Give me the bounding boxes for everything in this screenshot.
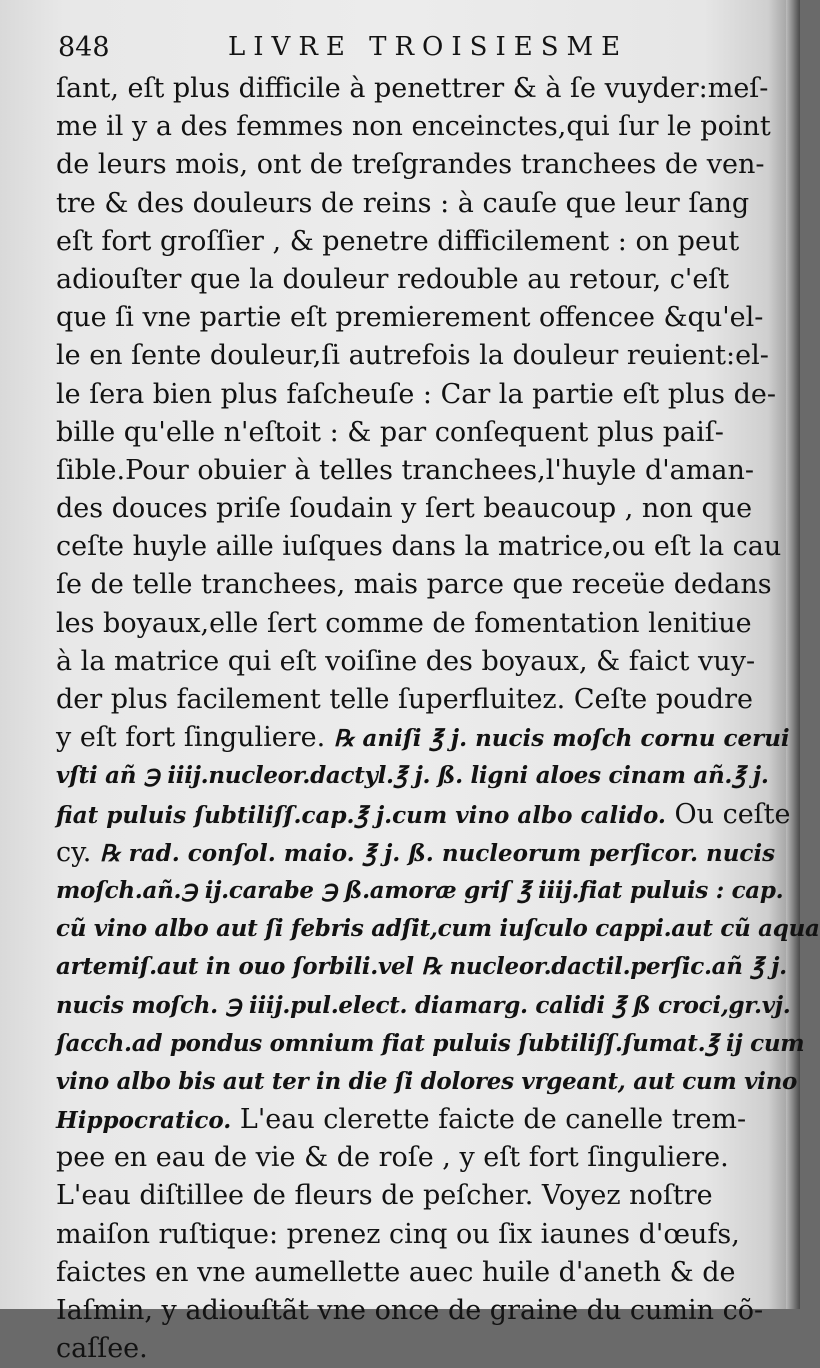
text-line: me il y a des femmes non enceinctes,qui ſur le point [56,111,771,143]
french-text: Ou ceſte [665,798,791,830]
page-header [58,28,748,68]
text-line: ſant, eſt plus difficile à penettrer & à ſe vuyder:meſ- [56,73,769,104]
text-line: de leurs mois, ont de treſgrandes tranchees de ven- [56,149,765,181]
french-text: cy. [56,836,100,868]
text-line: ſible.Pour obuier à telles tranchees,l'huyle d'aman- [56,454,754,486]
running-title: LIVRE TROISIESME [228,32,629,62]
text-line: adiouſter que la douleur redouble au retour, c'eſt [56,263,730,295]
latin-recipe-text: ſacch.ad pondus omnium fiat puluis ſubtiliſſ.ſumat.℥ ij cum [56,1029,805,1057]
text-line [56,757,768,795]
latin-recipe-text: cũ vino albo aut ſi febris adſit,cum iuſculo cappi.aut cũ aqua [56,915,820,943]
text-line: ceſte huyle aille iuſques dans la matrice,ou eſt la cau [56,531,782,563]
text-line [56,1101,768,1139]
text-line [56,948,787,986]
text-line: les boyaux,elle ſert comme de fomentation lenitiue [56,607,752,639]
latin-recipe-text: vino albo bis aut ter in die ſi dolores vrgeant, aut cum vino [56,1067,798,1095]
page-gutter-shadow [786,0,800,1309]
latin-recipe-text: moſch.añ.℈ ij.carabe ℈ ß.amoræ griſ ℥ iiij.fiat puluis : cap. [56,876,784,904]
latin-recipe-text: fiat puluis ſubtiliſſ.cap.℥ j.cum vino albo calido. [56,801,666,829]
text-line [56,719,790,757]
text-line: eſt fort groſſier , & penetre difficilement : on peut [56,225,740,257]
text-line [56,834,776,872]
latin-recipe-text: artemiſ.aut in ouo ſorbili.vel ℞ nucleor.dactil.perſic.añ ℥ j. [56,953,787,981]
text-line: Iaſmin, y adiouſtãt vne once de graine du cumin cõ- [56,1295,764,1326]
page-number: 848 [58,32,110,63]
text-line [56,910,820,948]
latin-recipe-text: nucis moſch. ℈ iiij.pul.elect. diamarg. calidi ℥ ß croci,gr.vj. [56,991,791,1019]
french-text: L'eau clerette faicte de canelle trem- [231,1104,747,1136]
latin-recipe-text: ℞ rad. conſol. maio. ℥ j. ß. nucleorum perſicor. nucis [99,839,776,867]
text-line: des douces priſe ſoudain y ſert beaucoup , non que [56,493,753,525]
text-line: bille qu'elle n'eſtoit : & par conſequent plus paiſ- [56,416,724,448]
text-line: pee en eau de vie & de roſe , y eſt fort ſinguliere. [56,1142,729,1174]
text-line: L'eau diſtillee de fleurs de peſcher. Voyez noſtre [56,1180,713,1212]
text-line: le en ſente douleur,ſi autrefois la douleur reuient:el- [56,340,769,372]
text-line: caſſee. [56,1333,148,1365]
text-line [56,872,784,910]
latin-recipe-text: Hippocratico. [56,1107,232,1135]
latin-recipe-text: vſti añ ℈ iiij.nucleor.dactyl.℥ j. ß. ligni aloes cinam añ.℥ j. [56,762,769,790]
text-line: le ſera bien plus faſcheuſe : Car la partie eſt plus de- [56,378,776,410]
text-line: que ſi vne partie eſt premierement offencee &qu'el- [56,302,764,334]
text-line: à la matrice qui eſt voiſine des boyaux, & faict vuy- [56,645,756,677]
text-line: tre & des douleurs de reins : à cauſe que leur ſang [56,187,750,219]
text-line [56,1063,798,1101]
text-line: faictes en vne aumellette auec huile d'aneth & de [56,1256,736,1288]
text-line: der plus facilement telle ſuperfluitez. Ceſte poudre [56,684,753,715]
text-line: maiſon ruſtique: prenez cinq ou ſix iaunes d'œufs, [56,1218,740,1250]
text-line [56,987,791,1025]
text-line [56,796,791,834]
latin-recipe-text: ℞ aniſi ℥ j. nucis moſch cornu cerui [333,725,790,753]
text-line [56,1025,805,1063]
text-line: ſe de telle tranchees, mais parce que receüe dedans [56,569,772,601]
body-text [56,70,820,1368]
french-text: y eſt fort ſinguliere. [56,722,334,754]
